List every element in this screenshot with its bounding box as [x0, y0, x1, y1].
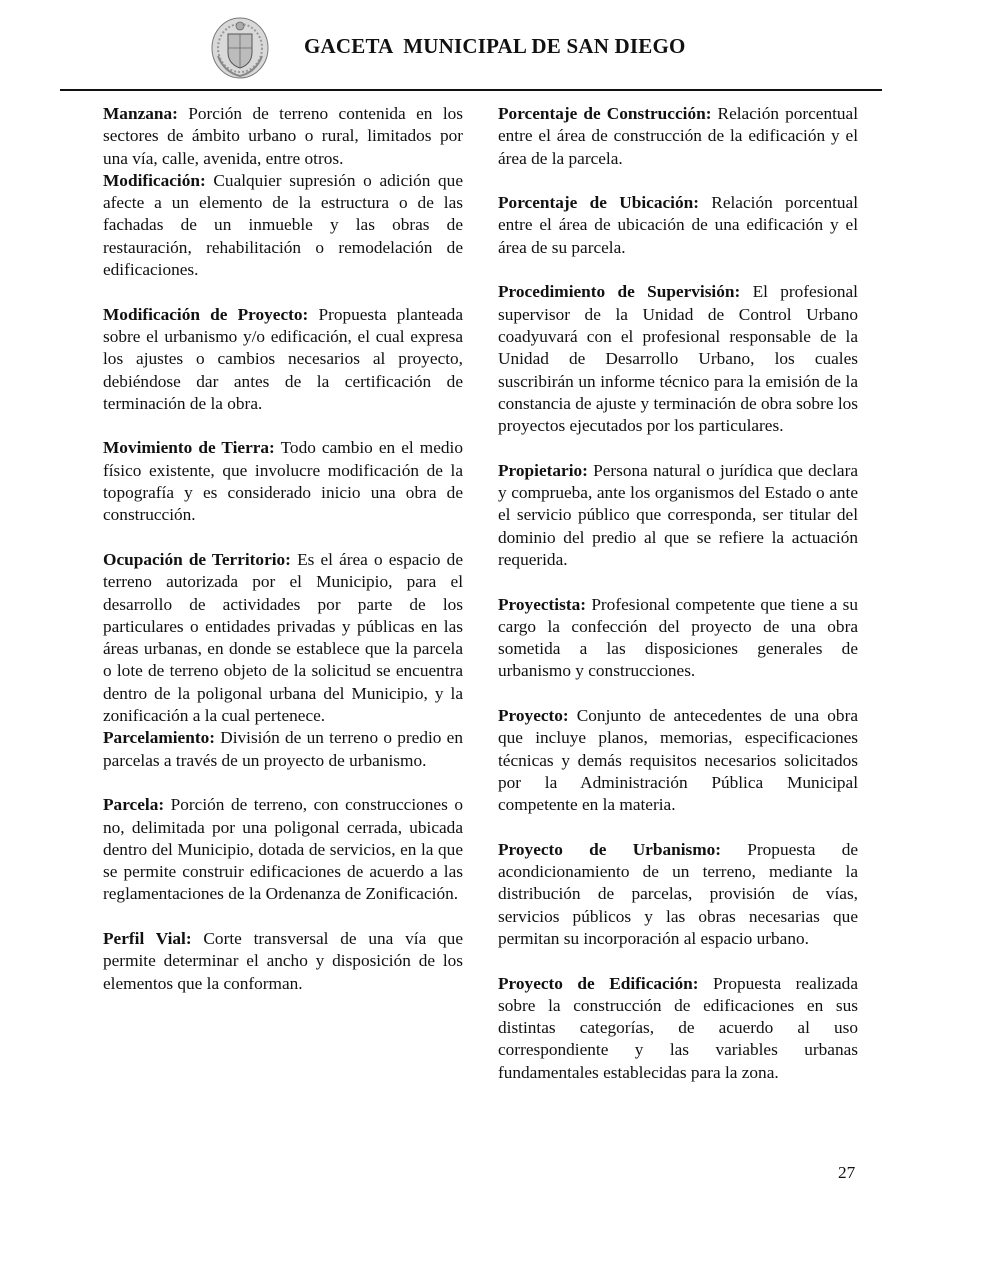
definition-term: Movimiento de Tierra: — [103, 438, 275, 458]
definition-entry — [498, 705, 858, 816]
definition-entry — [103, 437, 463, 526]
definition-entry — [103, 103, 463, 170]
definition-text: El profesional supervisor de la Unidad de Control Urbano coadyuvará con el profesional responsable de la Unidad de Desarrollo Urbano, los cuales suscribirán un informe técnico para la emisión de la constancia de ajuste y terminación de obra sobre los proyectos ejecutados por los particulares. — [498, 282, 858, 436]
definition-text: Propuesta de acondicionamiento de un terreno, mediante la distribución de parcelas, provisión de vías, servicios públicos y las obras necesarias que permitan su incorporación al espacio urbano. — [498, 839, 859, 948]
page-number: 27 — [838, 1163, 856, 1182]
definition-term: Modificación de Proyecto: — [103, 304, 309, 324]
definition-term: Manzana: — [103, 104, 178, 123]
definition-entry — [498, 594, 858, 683]
definition-entry — [498, 460, 858, 571]
definition-entry — [103, 304, 463, 415]
definition-term: Propietario: — [498, 460, 588, 480]
coat-of-arms-icon — [210, 16, 270, 80]
definition-entry — [103, 928, 463, 995]
definition-term: Perfil Vial: — [103, 928, 192, 948]
definition-term: Parcelamiento: — [103, 728, 215, 748]
definition-term: Proyecto de Urbanismo: — [498, 839, 722, 859]
definition-entry — [498, 281, 858, 437]
definition-text: Relación porcentual entre el área de ubicación de una edificación y el área de su parcela. — [498, 193, 858, 257]
definition-text: Persona natural o jurídica que declara y comprueba, ante los organismos del Estado o ante el servicio público que corresponda, ser titular del dominio del predio al que se refiere la actuación requerida. — [498, 460, 858, 569]
definition-text: Corte transversal de una vía que permite determinar el ancho y disposición de los elementos que la conforman. — [103, 928, 463, 993]
definition-term: Porcentaje de Ubicación: — [498, 193, 699, 213]
page-header — [0, 0, 990, 92]
definition-entry — [103, 170, 463, 281]
definition-term: Parcela: — [103, 795, 165, 815]
definition-text: Propuesta planteada sobre el urbanismo y/o edificación, el cual expresa los ajustes o cambios necesarios al proyecto, debiéndose dar antes de la certificación de terminación de la obra. — [103, 304, 463, 413]
definition-text: Porción de terreno, con construcciones o no, delimitada por una poligonal cerrada, ubicada dentro del Municipio, dotada de servicios, en la que se permite construir edificaciones de acuerdo a las reglamentaciones de la Ordenanza de Zonificación. — [103, 795, 463, 904]
definition-entry — [498, 103, 858, 170]
definition-text: Relación porcentual entre el área de construcción de la edificación y el área de la parcela. — [498, 104, 859, 168]
definition-term: Procedimiento de Supervisión: — [498, 282, 741, 302]
definition-entry — [103, 549, 463, 727]
definition-entry — [498, 192, 858, 259]
definition-entry — [103, 794, 463, 905]
definition-entry — [498, 973, 858, 1084]
definition-text: Porción de terreno contenida en los sectores de ámbito urbano o rural, limitados por una vía, calle, avenida, entre otros. — [103, 104, 463, 168]
definition-term: Proyectista: — [498, 594, 586, 614]
header-divider — [60, 89, 882, 91]
definition-text: División de un terreno o predio en parcelas a través de un proyecto de urbanismo. — [103, 728, 463, 770]
definition-text: Propuesta realizada sobre la construcción de edificaciones en sus distintas categorías, de acuerdo al uso correspondiente y las variables urbanas fundamentales establecidas para la zona. — [498, 973, 858, 1082]
definition-term: Porcentaje de Construcción: — [498, 104, 712, 123]
right-column — [498, 103, 858, 1084]
definition-text: Cualquier supresión o adición que afecte a un elemento de la estructura o de las fachadas de un inmueble y las obras de restauración, rehabilitación o remodelación de edificaciones. — [103, 170, 463, 280]
definition-text: Conjunto de antecedentes de una obra que incluye planos, memorias, especificaciones técnicas y demás requisitos necesarios solicitados por la Administración Pública Municipal competente en la materia. — [498, 706, 858, 815]
definition-text: Todo cambio en el medio físico existente, que involucre modificación de la topografía y es considerado inicio una obra de construcción. — [103, 438, 463, 525]
gazette-title: GACETA MUNICIPAL DE SAN DIEGO — [304, 34, 686, 58]
definition-term: Proyecto: — [498, 706, 569, 726]
left-column — [103, 103, 463, 995]
definition-text: Profesional competente que tiene a su cargo la confección del proyecto de una obra sometida a las disposiciones generales de urbanismo y construcciones. — [498, 594, 858, 681]
definition-term: Proyecto de Edificación: — [498, 973, 699, 993]
definition-term: Ocupación de Territorio: — [103, 549, 291, 569]
definition-entry — [103, 727, 463, 772]
definition-text: Es el área o espacio de terreno autorizada por el Municipio, para el desarrollo de actividades por parte de los particulares o entidades privadas y públicas en las áreas urbanas, en donde se establece que la parcela o lote de terreno objeto de la solicitud se encuentra dentro de la poligonal urbana del Municipio, y la zonificación a la cual pertenece. — [103, 549, 463, 726]
definition-entry — [498, 839, 858, 950]
definition-term: Modificación: — [103, 170, 206, 190]
